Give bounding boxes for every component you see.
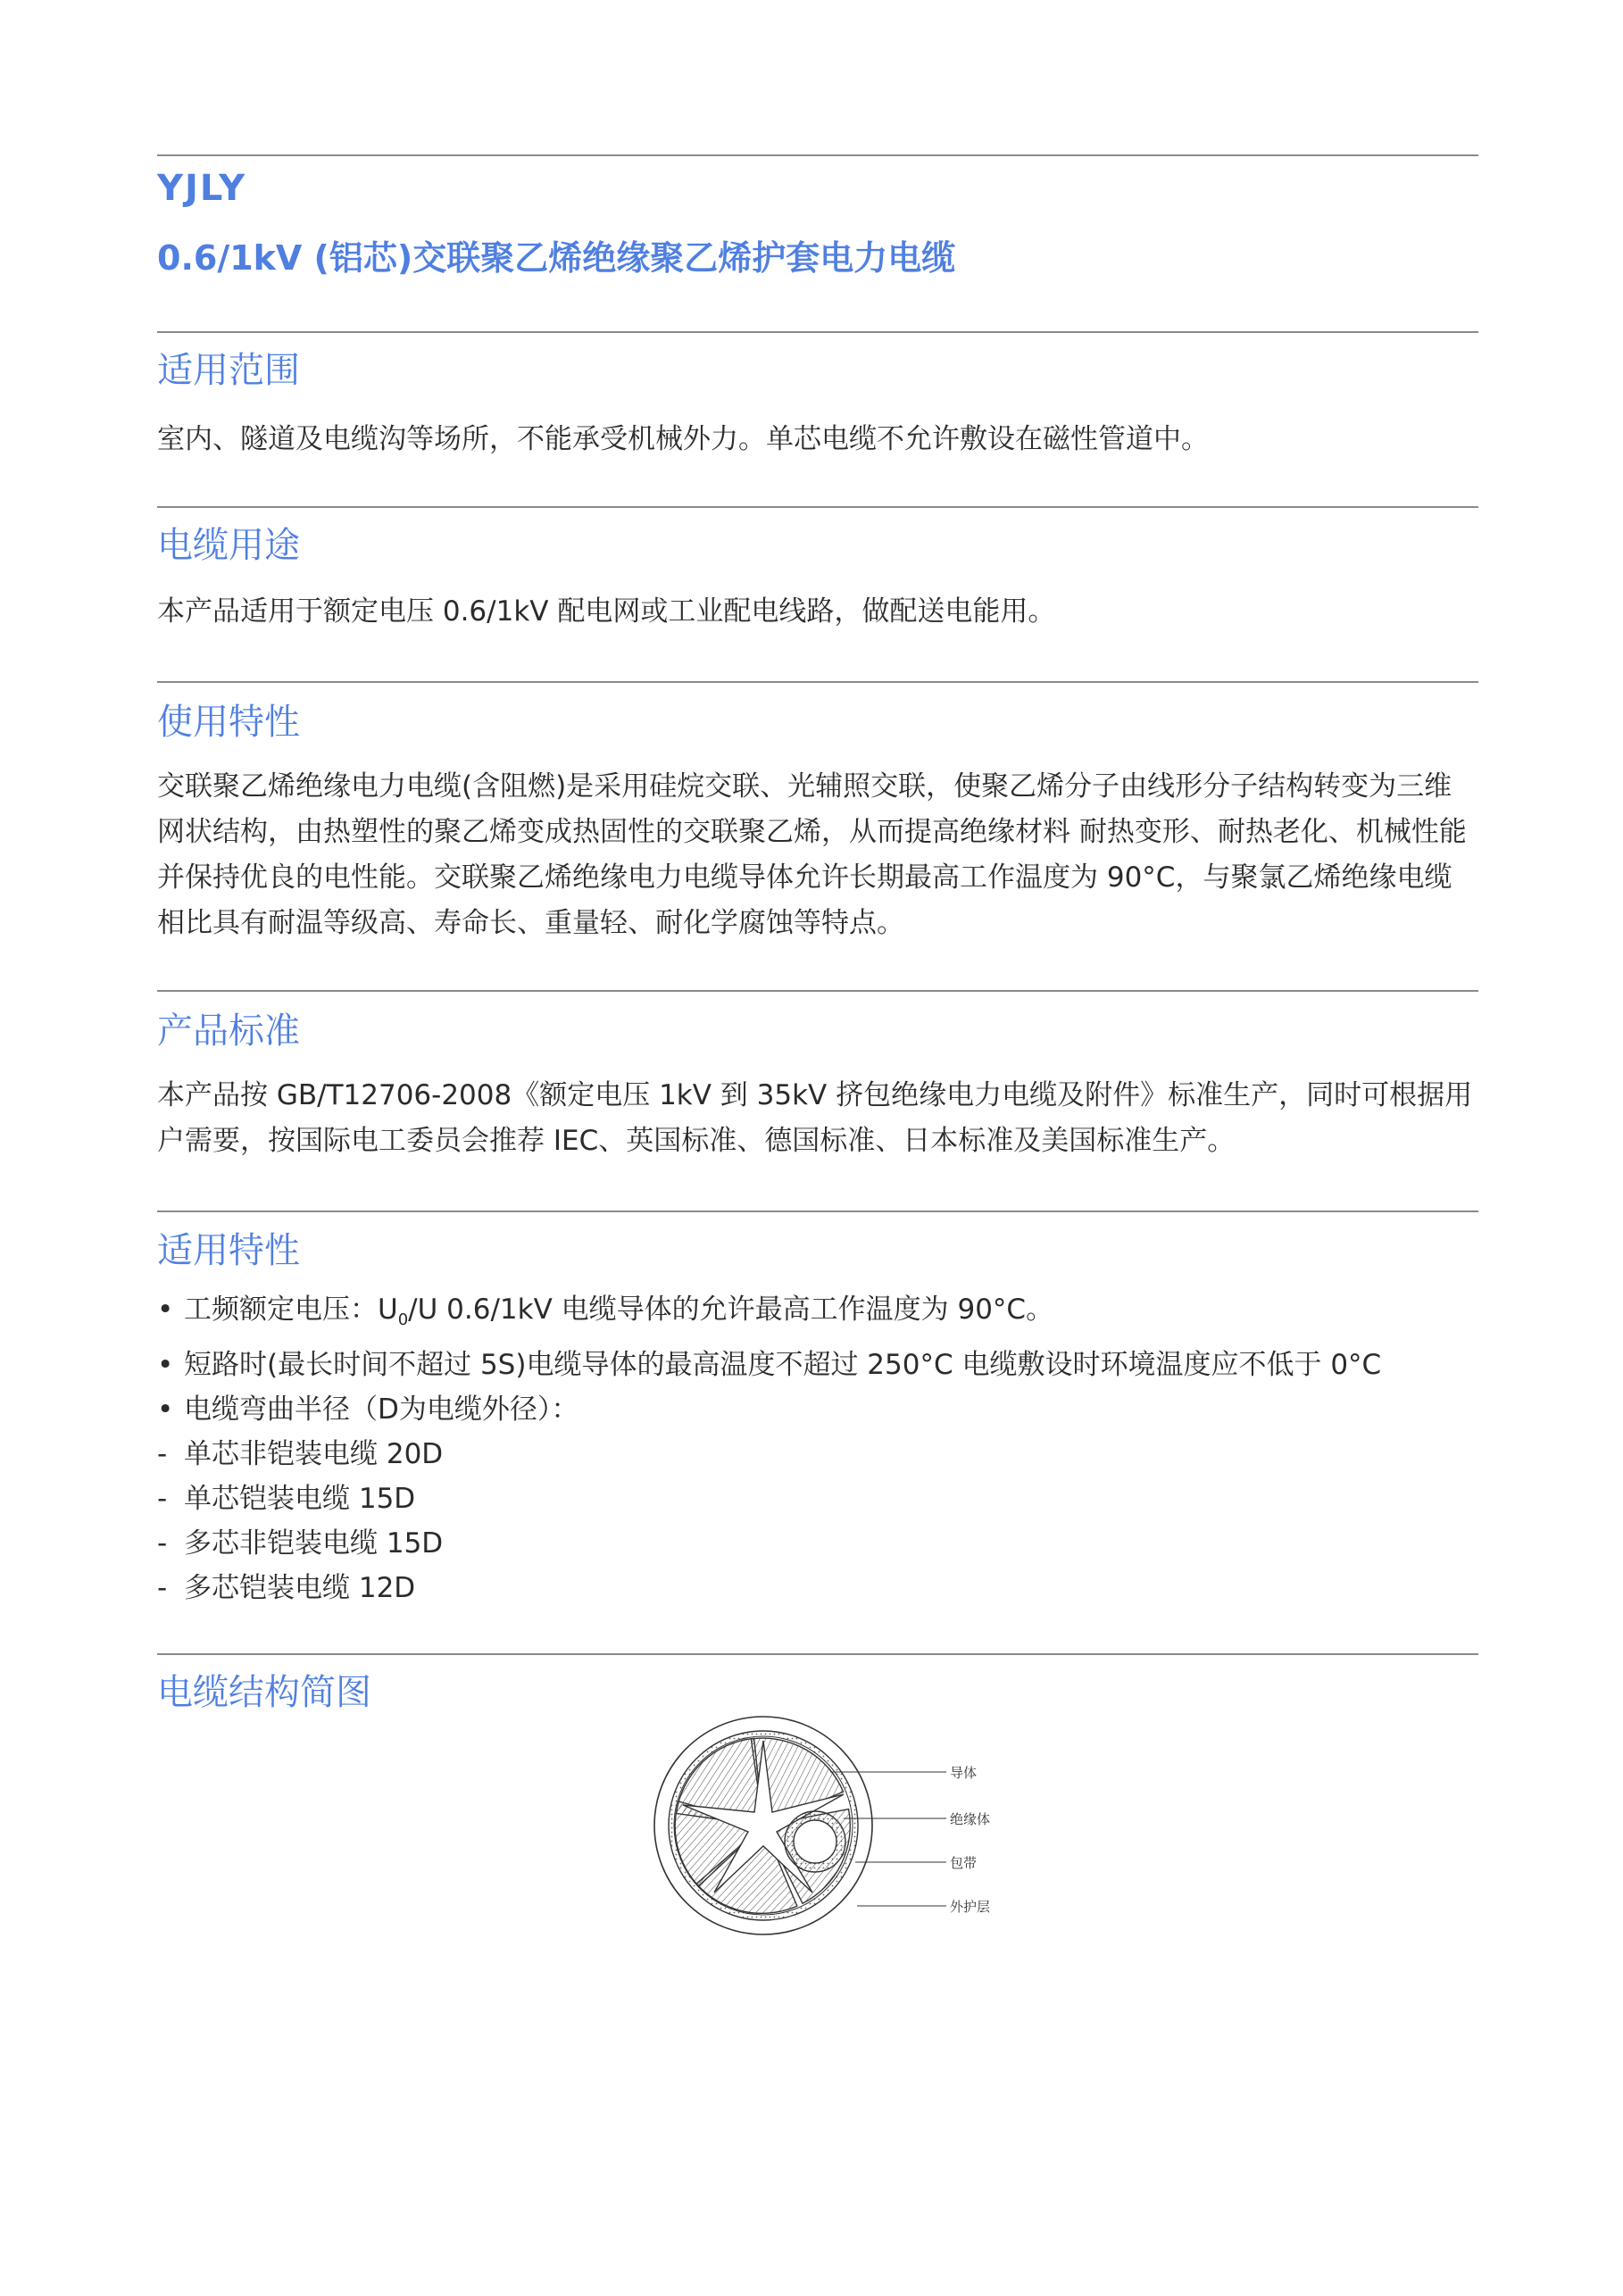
list-item	[157, 1343, 1487, 1387]
sub-item: 单芯非铠装电缆 20D	[184, 1438, 444, 1471]
list-item	[157, 1566, 1487, 1610]
section-rule	[157, 681, 1478, 683]
dash-mark: -	[157, 1572, 168, 1605]
dash-mark: -	[157, 1527, 168, 1560]
product-name: 0.6/1kV (铝芯)交联聚乙烯绝缘聚乙烯护套电力电缆	[157, 238, 956, 278]
label-conductor: 导体	[950, 1765, 978, 1781]
characteristics-text: 交联聚乙烯绝缘电力电缆(含阻燃)是采用硅烷交联、光辅照交联，使聚乙烯分子由线形分子结构转变为三维网状结构，由热塑性的聚乙烯变成热固性的交联聚乙烯，从而提高绝缘材料 耐热变形、耐热老化、机械性能并保持优良的电性能。交联聚乙烯绝缘电力电缆导体允许长期最高工作温度为 90°C，与聚氯乙烯绝缘电缆相比具有耐温等级高、寿命长、重量轻、耐化学腐蚀等特点。	[157, 770, 1467, 939]
section-rule	[157, 1210, 1478, 1212]
label-tape: 包带	[950, 1855, 978, 1871]
list-item	[157, 1521, 1487, 1566]
section-title-structure: 电缆结构简图	[157, 1672, 371, 1713]
section-rule	[157, 1653, 1478, 1655]
list-item	[157, 1387, 1487, 1432]
section-title-features: 适用特性	[157, 1230, 300, 1271]
subscript: 0	[397, 1310, 409, 1330]
section-rule	[157, 506, 1478, 508]
list-item	[157, 1477, 1487, 1521]
feature-short-circuit: 短路时(最长时间不超过 5S)电缆导体的最高温度不超过 250°C 电缆敷设时环境温度应不低于 0°C	[184, 1349, 1382, 1382]
label-insulation: 绝缘体	[950, 1811, 991, 1827]
sub-item: 单芯铠装电缆 15D	[184, 1483, 416, 1516]
cable-cross-section-diagram	[652, 1705, 1027, 1946]
feature-list	[157, 1287, 1487, 1610]
feature-voltage-label: 工频额定电压：U	[184, 1294, 398, 1326]
scope-text: 室内、隧道及电缆沟等场所，不能承受机械外力。单芯电缆不允许敷设在磁性管道中。	[157, 423, 1209, 455]
product-model: YJLY	[157, 168, 247, 209]
label-sheath: 外护层	[950, 1899, 991, 1915]
section-rule	[157, 331, 1478, 333]
standard-text: 本产品按 GB/T12706-2008《额定电压 1kV 到 35kV 挤包绝缘电力电缆及附件》标准生产，同时可根据用户需要，按国际电工委员会推荐 IEC、英国标准、德国标准、日本标准及美国标准生产。	[157, 1079, 1473, 1157]
section-title-standard: 产品标准	[157, 1011, 300, 1052]
section-title-characteristics: 使用特性	[157, 702, 300, 743]
dash-mark: -	[157, 1483, 168, 1516]
section-title-usage: 电缆用途	[157, 525, 300, 566]
feature-bend-radius: 电缆弯曲半径（D为电缆外径）：	[184, 1393, 579, 1427]
top-rule	[157, 154, 1478, 156]
bullet-mark: •	[157, 1393, 174, 1427]
neutral-conductor	[794, 1820, 836, 1863]
list-item	[157, 1432, 1487, 1477]
section-rule	[157, 990, 1478, 992]
sub-item: 多芯非铠装电缆 15D	[184, 1527, 444, 1560]
dash-mark: -	[157, 1438, 168, 1471]
usage-text: 本产品适用于额定电压 0.6/1kV 配电网或工业配电线路，做配送电能用。	[157, 595, 1056, 628]
bullet-mark: •	[157, 1294, 174, 1326]
list-item	[157, 1287, 1487, 1343]
sub-item: 多芯铠装电缆 12D	[184, 1572, 416, 1605]
bullet-mark: •	[157, 1349, 174, 1382]
feature-voltage-text: /U 0.6/1kV 电缆导体的允许最高工作温度为 90°C。	[408, 1294, 1054, 1326]
section-title-scope: 适用范围	[157, 350, 300, 391]
